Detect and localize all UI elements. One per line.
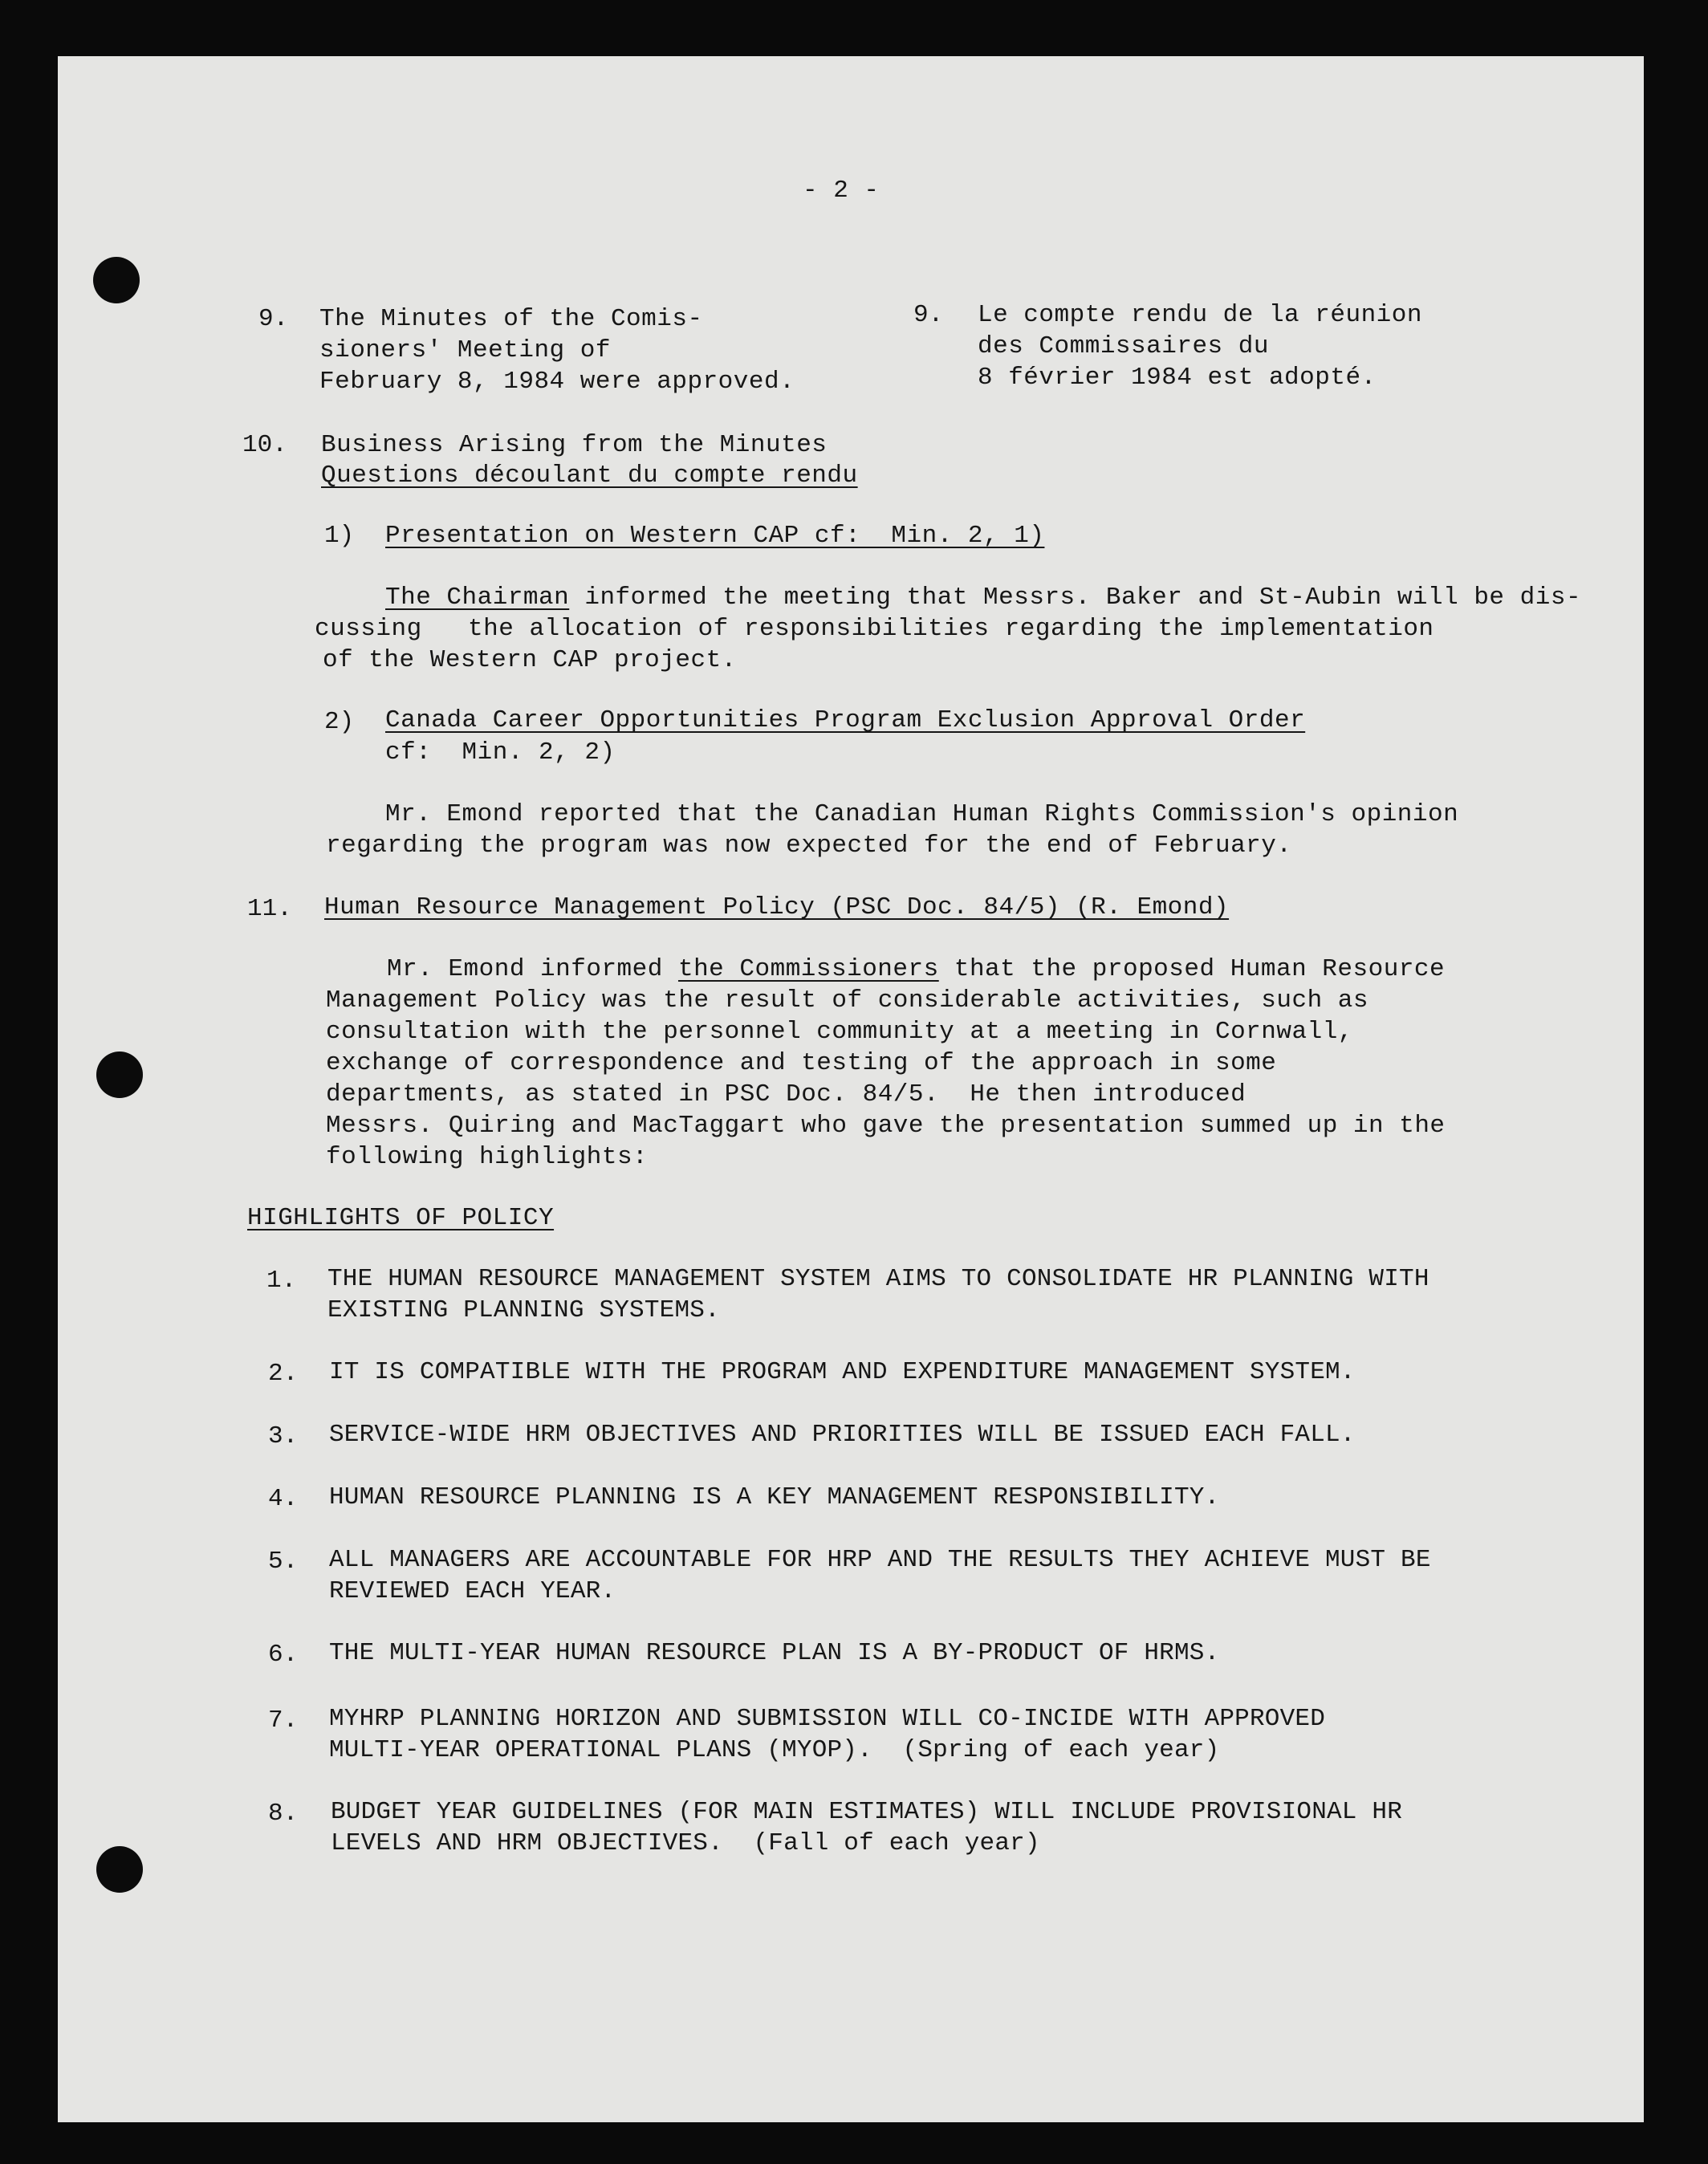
highlight-5-number: 5. — [268, 1548, 299, 1576]
highlight-2-line-1: IT IS COMPATIBLE WITH THE PROGRAM AND EXPENDITURE MANAGEMENT SYSTEM. — [329, 1358, 1356, 1386]
item-11-para-line-7: following highlights: — [326, 1143, 649, 1171]
item-9-english-line-2: sioners' Meeting of — [319, 336, 611, 364]
item-9-french-line-1: Le compte rendu de la réunion — [978, 301, 1422, 329]
item-10-number: 10. — [242, 431, 287, 459]
chairman-label: The Chairman — [385, 584, 570, 612]
item-10-sub-2-number: 2) — [324, 708, 355, 736]
highlight-1-number: 1. — [266, 1267, 297, 1295]
item-9-english-line-3: February 8, 1984 were approved. — [319, 368, 795, 396]
item-10-sub-1-para-line-1-rest: informed the meeting that Messrs. Baker and St-Aubin will be dis- — [569, 584, 1582, 612]
highlight-5-line-2: REVIEWED EACH YEAR. — [329, 1577, 616, 1605]
item-9-english-line-1: The Minutes of the Comis- — [319, 305, 703, 333]
item-10-heading-fr: Questions découlant du compte rendu — [321, 462, 858, 490]
highlight-6-number: 6. — [268, 1641, 299, 1669]
highlight-3-number: 3. — [268, 1422, 299, 1450]
highlights-heading: HIGHLIGHTS OF POLICY — [247, 1204, 555, 1232]
item-10-sub-1-para-line-3: of the Western CAP project. — [323, 646, 737, 674]
item-10-sub-1-para-line-2: cussing the allocation of responsibilities regarding the implementation — [315, 615, 1434, 643]
item-10-sub-1-number: 1) — [324, 522, 355, 550]
item-10-heading: Business Arising from the Minutes — [321, 431, 828, 459]
item-9-number: 9. — [258, 305, 289, 333]
item-11-para-line-2: Management Policy was the result of considerable activities, such as — [326, 986, 1369, 1015]
highlight-7-line-1: MYHRP PLANNING HORIZON AND SUBMISSION WILL CO-INCIDE WITH APPROVED — [329, 1705, 1325, 1733]
item-9-french-line-2: des Commissaires du — [978, 332, 1269, 360]
item-11-para-line-6: Messrs. Quiring and MacTaggart who gave the presentation summed up in the — [326, 1112, 1446, 1140]
item-11-number: 11. — [247, 895, 292, 923]
highlight-7-number: 7. — [268, 1706, 299, 1735]
document-page — [58, 56, 1644, 2122]
item-10-sub-2-title: Canada Career Opportunities Program Exclusion Approval Order — [385, 706, 1306, 734]
item-9-fr-number: 9. — [913, 301, 944, 329]
item-11-para-line-1 — [387, 954, 1445, 985]
highlight-6-line-1: THE MULTI-YEAR HUMAN RESOURCE PLAN IS A BY-PRODUCT OF HRMS. — [329, 1639, 1220, 1667]
item-11-para-line-4: exchange of correspondence and testing of the approach in some — [326, 1049, 1277, 1077]
punch-hole-bottom — [96, 1846, 143, 1893]
item-10-sub-1-para-line-1 — [385, 582, 1581, 613]
item-11-para-end: that the proposed Human Resource — [938, 955, 1446, 983]
highlight-8-line-2: LEVELS AND HRM OBJECTIVES. (Fall of each year) — [331, 1829, 1040, 1857]
item-11-para-start: Mr. Emond informed — [387, 955, 678, 983]
commissioners-label: the Commissioners — [677, 955, 939, 983]
page-number: - 2 - — [803, 177, 880, 205]
highlight-8-line-1: BUDGET YEAR GUIDELINES (FOR MAIN ESTIMATES) WILL INCLUDE PROVISIONAL HR — [331, 1798, 1403, 1826]
highlight-2-number: 2. — [268, 1360, 299, 1388]
item-10-sub-2-cf: cf: Min. 2, 2) — [385, 738, 616, 767]
punch-hole-top — [93, 257, 140, 303]
punch-hole-middle — [96, 1051, 143, 1098]
highlight-7-line-2: MULTI-YEAR OPERATIONAL PLANS (MYOP). (Spring of each year) — [329, 1736, 1220, 1764]
item-10-sub-2-para-line-2: regarding the program was now expected for the end of February. — [326, 832, 1292, 860]
item-10-sub-1-title: Presentation on Western CAP cf: Min. 2, 1) — [385, 522, 1045, 550]
highlight-4-number: 4. — [268, 1485, 299, 1513]
highlight-3-line-1: SERVICE-WIDE HRM OBJECTIVES AND PRIORITIES WILL BE ISSUED EACH FALL. — [329, 1421, 1356, 1449]
item-11-heading: Human Resource Management Policy (PSC Doc. 84/5) (R. Emond) — [324, 893, 1230, 921]
item-11-para-line-5: departments, as stated in PSC Doc. 84/5. He then introduced — [326, 1080, 1246, 1108]
highlight-8-number: 8. — [268, 1800, 299, 1828]
highlight-1-line-1: THE HUMAN RESOURCE MANAGEMENT SYSTEM AIMS TO CONSOLIDATE HR PLANNING WITH — [327, 1265, 1429, 1293]
highlight-4-line-1: HUMAN RESOURCE PLANNING IS A KEY MANAGEMENT RESPONSIBILITY. — [329, 1483, 1220, 1511]
highlight-5-line-1: ALL MANAGERS ARE ACCOUNTABLE FOR HRP AND THE RESULTS THEY ACHIEVE MUST BE — [329, 1546, 1431, 1574]
item-10-sub-2-para-line-1: Mr. Emond reported that the Canadian Human Rights Commission's opinion — [385, 800, 1459, 828]
highlight-1-line-2: EXISTING PLANNING SYSTEMS. — [327, 1296, 720, 1324]
item-9-french-line-3: 8 février 1984 est adopté. — [978, 364, 1377, 392]
item-11-para-line-3: consultation with the personnel community at a meeting in Cornwall, — [326, 1018, 1353, 1046]
